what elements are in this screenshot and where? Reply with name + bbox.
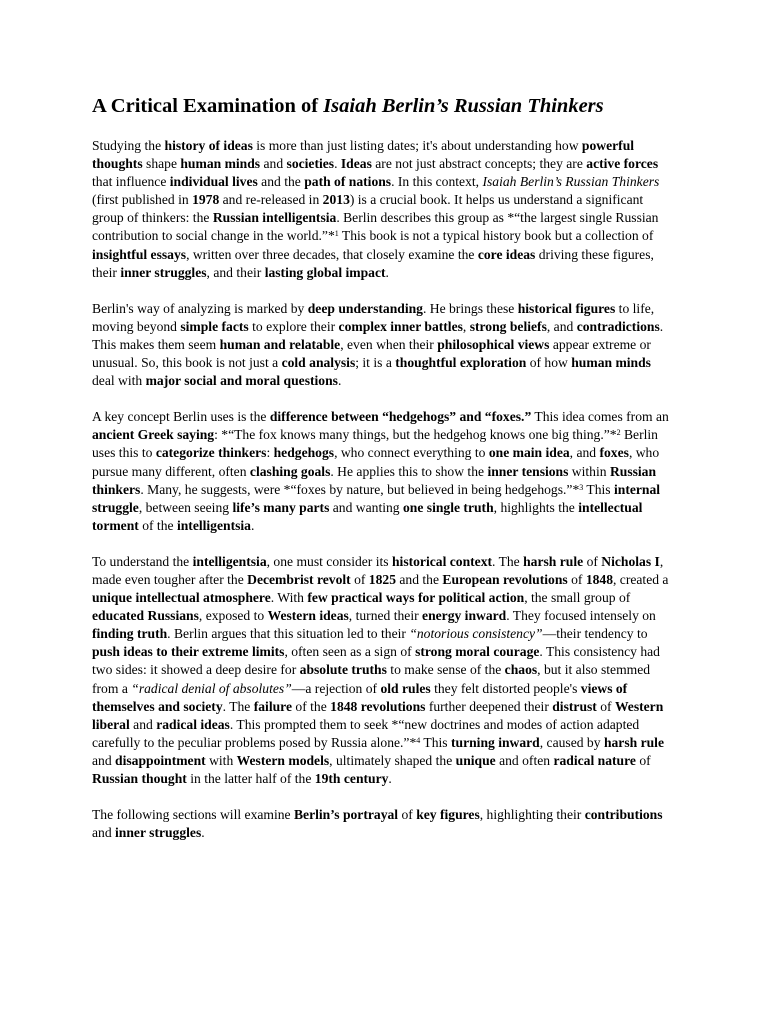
text-run: To understand the — [92, 553, 193, 569]
text-run: . Berlin argues that this situation led to their — [167, 626, 410, 642]
bold-phrase: old rules — [380, 680, 431, 696]
bold-phrase: major social and moral questions — [145, 373, 338, 389]
bold-phrase: ancient Greek saying — [92, 427, 215, 443]
text-run: within — [568, 463, 610, 479]
bold-phrase: inner struggles — [115, 825, 202, 841]
text-run: in the latter half of the — [186, 771, 315, 786]
bold-phrase: 19th century — [314, 771, 389, 786]
bold-phrase: one single truth — [403, 499, 494, 515]
bold-phrase: intelligentsia — [192, 553, 267, 569]
bold-phrase: harsh rule — [603, 734, 664, 750]
text-run: and the — [395, 571, 443, 587]
text-run: , but it also stemmed from a — [92, 662, 651, 696]
bold-phrase: categorize thinkers — [155, 445, 267, 461]
bold-phrase: Berlin’s portrayal — [293, 807, 399, 823]
text-run: of — [596, 698, 615, 714]
paragraph — [92, 300, 676, 390]
text-run: of the — [138, 517, 177, 533]
bold-phrase: contributions — [584, 807, 663, 823]
text-run: to life, moving beyond — [92, 300, 655, 334]
bold-phrase: societies — [286, 156, 335, 172]
bold-phrase: historical context — [391, 553, 493, 569]
bold-phrase: 2013 — [322, 192, 350, 208]
bold-phrase: 1978 — [192, 192, 220, 208]
bold-phrase: unique intellectual atmosphere — [92, 590, 271, 606]
bold-phrase: simple facts — [180, 318, 249, 334]
bold-phrase: core ideas — [477, 246, 536, 262]
text-run: , who pursue many different, often — [92, 445, 660, 479]
bold-phrase: 1848 revolutions — [330, 698, 426, 714]
title-book-name: Isaiah Berlin’s Russian Thinkers — [323, 95, 604, 117]
bold-phrase: Western liberal — [92, 698, 664, 732]
text-run: Studying the — [92, 138, 165, 153]
bold-phrase: human minds — [571, 355, 651, 371]
bold-phrase: one main idea — [488, 445, 570, 461]
bold-phrase: philosophical views — [437, 336, 550, 352]
document-page — [92, 93, 676, 860]
bold-phrase: difference between “hedgehogs” and “foxes.” — [269, 409, 532, 425]
text-run: and wanting — [329, 499, 403, 515]
italic-phrase: Isaiah Berlin’s Russian Thinkers — [482, 174, 660, 190]
bold-phrase: Decembrist revolt — [247, 571, 351, 587]
text-run: , often seen as a sign of — [284, 644, 416, 660]
bold-phrase: historical figures — [517, 300, 616, 316]
text-run: of — [350, 571, 369, 587]
text-run: . This prompted them to seek *“new doctrines and modes of action adapted carefully to the peculiar problems posed by Russia alone.”* — [92, 716, 640, 750]
paragraph — [92, 408, 676, 535]
bold-phrase: lasting global impact — [264, 264, 386, 280]
footnote-marker: 3 — [579, 482, 584, 492]
text-run: shape — [142, 156, 181, 172]
text-run: , one must consider its — [266, 553, 392, 569]
bold-phrase: history of ideas — [164, 138, 253, 153]
bold-phrase: Russian intelligentsia — [212, 210, 337, 226]
bold-phrase: inner tensions — [487, 463, 569, 479]
bold-phrase: few practical ways for political action — [307, 590, 525, 606]
text-run: and re-released in — [219, 192, 323, 208]
text-run: . — [250, 517, 255, 533]
text-run: , written over three decades, that closely examine the — [186, 246, 478, 262]
text-run: . Berlin describes this group as *“the largest single Russian contribution to social change in the world.”* — [92, 210, 659, 244]
bold-phrase: deep understanding — [307, 300, 423, 316]
text-run: , who connect everything to — [334, 445, 489, 461]
bold-phrase: European revolutions — [442, 571, 568, 587]
bold-phrase: foxes — [599, 445, 629, 461]
text-run: , exposed to — [198, 608, 268, 624]
text-run: Berlin's way of analyzing is marked by — [92, 300, 308, 316]
document-body — [92, 137, 676, 842]
bold-phrase: push ideas to their extreme limits — [92, 644, 285, 660]
text-run: . — [334, 156, 341, 172]
text-run: , highlighting their — [479, 807, 585, 823]
text-run: , the small group of — [524, 590, 631, 606]
text-run: . He applies this to show the — [330, 463, 488, 479]
bold-phrase: finding truth — [92, 626, 168, 642]
text-run: , caused by — [539, 734, 604, 750]
text-run: and — [92, 752, 116, 768]
text-run: , between seeing — [138, 499, 233, 515]
bold-phrase: inner struggles — [120, 264, 207, 280]
paragraph — [92, 553, 676, 788]
text-run: . The — [222, 698, 254, 714]
text-run: driving these figures, their — [92, 246, 654, 280]
text-run: of — [567, 571, 586, 587]
text-run: This — [420, 734, 451, 750]
italic-phrase: “radical denial of absolutes” — [131, 680, 292, 696]
bold-phrase: strong moral courage — [415, 644, 540, 660]
text-run: is more than just listing dates; it's about understanding how — [252, 138, 582, 153]
footnote-marker: 1 — [334, 229, 339, 239]
bold-phrase: life’s many parts — [232, 499, 330, 515]
bold-phrase: active forces — [586, 156, 659, 172]
text-run: , ultimately shaped the — [329, 752, 456, 768]
text-run: : — [266, 445, 274, 461]
text-run: Berlin uses this to — [92, 427, 658, 461]
text-run: and — [260, 156, 287, 172]
bold-phrase: human and relatable — [219, 336, 341, 352]
text-run: further deepened their — [425, 698, 553, 714]
text-run: . This makes them seem — [92, 318, 664, 352]
bold-phrase: strong beliefs — [469, 318, 547, 334]
footnote-marker: 4 — [416, 735, 421, 745]
text-run: and — [129, 716, 157, 732]
text-run: The following sections will examine — [92, 807, 294, 823]
bold-phrase: Western ideas — [267, 608, 349, 624]
text-run: , even when their — [340, 336, 438, 352]
paragraph — [92, 806, 676, 842]
text-run: of — [583, 553, 602, 569]
bold-phrase: human minds — [180, 156, 261, 172]
text-run: are not just abstract concepts; they are — [371, 156, 587, 172]
bold-phrase: Nicholas I — [601, 553, 660, 569]
bold-phrase: radical ideas — [156, 716, 230, 732]
text-run: , and — [546, 318, 577, 334]
text-run: , made even tougher after the — [92, 553, 664, 587]
bold-phrase: path of nations — [304, 174, 392, 190]
bold-phrase: intelligentsia — [176, 517, 251, 533]
bold-phrase: contradictions — [576, 318, 660, 334]
text-run: —their tendency to — [542, 626, 648, 642]
bold-phrase: 1825 — [368, 571, 396, 587]
text-run: and — [92, 825, 116, 841]
bold-phrase: hedgehogs — [273, 445, 335, 461]
text-run: This idea comes from an — [531, 409, 669, 425]
text-run: and the — [257, 174, 305, 190]
bold-phrase: radical nature — [553, 752, 636, 768]
bold-phrase: cold analysis — [281, 355, 356, 371]
bold-phrase: unique — [455, 752, 496, 768]
italic-phrase: “notorious consistency” — [409, 626, 543, 642]
bold-phrase: distrust — [552, 698, 597, 714]
bold-phrase: thoughtful exploration — [395, 355, 527, 371]
text-run: A key concept Berlin uses is the — [92, 409, 270, 425]
text-run: . — [201, 825, 205, 841]
text-run: appear extreme or unusual. So, this book is not just a — [92, 336, 651, 371]
bold-phrase: views of themselves and society — [92, 680, 628, 714]
bold-phrase: turning inward — [450, 734, 540, 750]
paragraph — [92, 137, 676, 282]
bold-phrase: disappointment — [115, 752, 206, 768]
text-run: : *“The fox knows many things, but the hedgehog knows one big thing.”* — [214, 427, 617, 443]
text-run: to explore their — [248, 318, 339, 334]
bold-phrase: internal struggle — [92, 481, 661, 515]
bold-phrase: 1848 — [585, 571, 613, 587]
text-run: (first published in — [92, 192, 193, 208]
text-run: . He brings these — [422, 300, 518, 316]
bold-phrase: Western models — [236, 752, 330, 768]
text-run: , created a — [613, 571, 669, 587]
text-run: ) is a crucial book. It helps us understand a significant group of thinkers: the — [92, 192, 644, 226]
bold-phrase: educated Russians — [92, 608, 199, 624]
text-run: . They focused intensely on — [506, 608, 656, 624]
bold-phrase: energy inward — [422, 608, 507, 624]
bold-phrase: harsh rule — [523, 553, 584, 569]
footnote-marker: 2 — [616, 428, 621, 438]
text-run: . The — [492, 553, 524, 569]
text-run: , — [462, 318, 470, 334]
text-run: of how — [526, 355, 572, 371]
text-run: of — [635, 752, 651, 768]
bold-phrase: Russian thinkers — [92, 463, 657, 497]
bold-phrase: key figures — [416, 807, 480, 823]
text-run: This book is not a typical history book but a collection of — [338, 228, 654, 244]
bold-phrase: complex inner battles — [338, 318, 463, 334]
text-run: . With — [270, 590, 308, 606]
bold-phrase: insightful essays — [92, 246, 187, 262]
bold-phrase: Russian thought — [92, 771, 187, 786]
text-run: . In this context, — [391, 174, 483, 190]
bold-phrase: intellectual torment — [92, 499, 643, 533]
document-title — [92, 93, 676, 119]
text-run: and often — [495, 752, 554, 768]
text-run: . Many, he suggests, were *“foxes by nature, but believed in being hedgehogs.”* — [140, 481, 580, 497]
text-run: —a rejection of — [291, 680, 381, 696]
text-run: . — [388, 771, 392, 786]
bold-phrase: chaos — [504, 662, 538, 678]
bold-phrase: individual lives — [169, 174, 258, 190]
text-run: , and — [569, 445, 600, 461]
bold-phrase: powerful thoughts — [92, 138, 635, 172]
text-run: to make sense of the — [386, 662, 505, 678]
bold-phrase: clashing goals — [249, 463, 331, 479]
text-run: , turned their — [348, 608, 423, 624]
text-run: . — [337, 373, 342, 389]
text-run: that influence — [92, 174, 170, 190]
bold-phrase: absolute truths — [299, 662, 387, 678]
text-run: . — [385, 264, 389, 280]
bold-phrase: Ideas — [340, 156, 372, 172]
title-prefix: A Critical Examination of — [92, 95, 324, 117]
text-run: with — [205, 752, 237, 768]
text-run: they felt distorted people's — [430, 680, 581, 696]
text-run: deal with — [92, 373, 146, 389]
text-run: of — [398, 807, 417, 823]
text-run: ; it is a — [355, 355, 396, 371]
text-run: of the — [292, 698, 331, 714]
text-run: , and their — [206, 264, 265, 280]
text-run: , highlights the — [493, 499, 579, 515]
text-run: . This consistency had two sides: it showed a deep desire for — [92, 644, 660, 678]
bold-phrase: failure — [253, 698, 292, 714]
text-run: This — [583, 481, 614, 497]
